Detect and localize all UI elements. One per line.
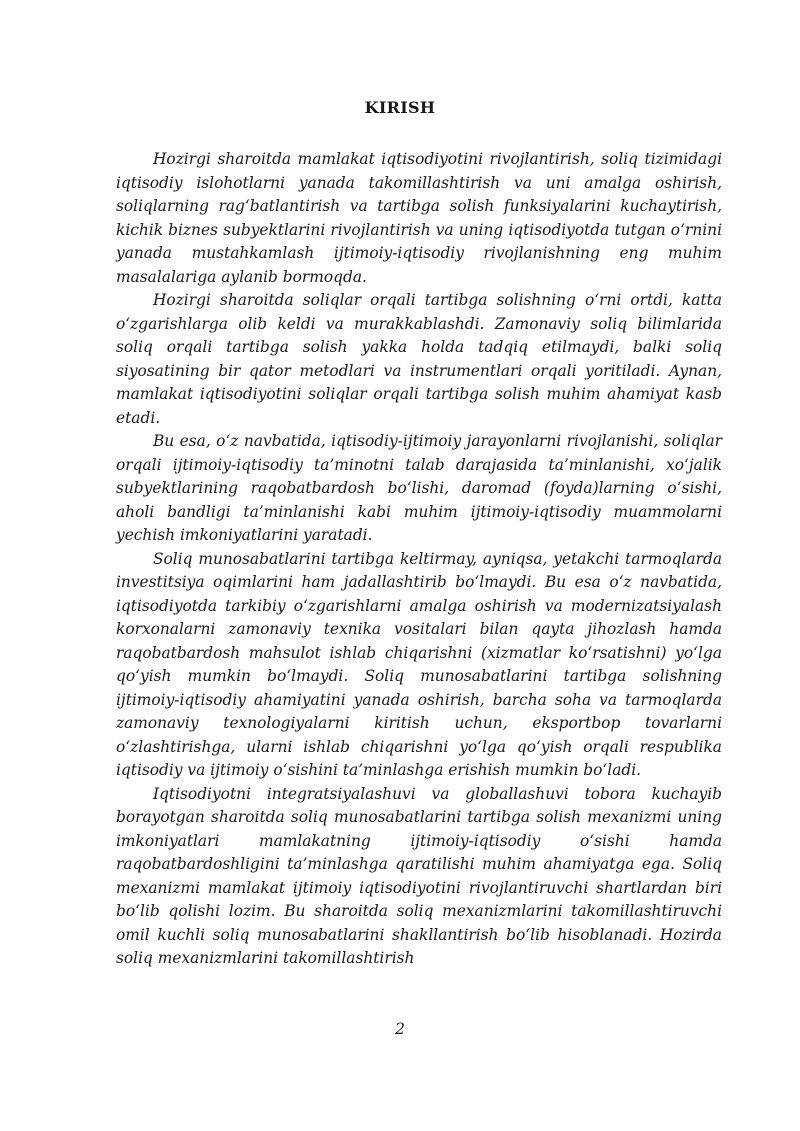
body-text [116,148,722,971]
page-number: 2 [395,1020,405,1038]
paragraph: Hozirgi sharoitda mamlakat iqtisodiyotini rivojlantirish, soliq tizimidagi iqtisodiy islohotlarni yanada takomillashtirish va uni amalga oshirish, soliqlarning rag‘batlantirish va tartibga solish funksiyalarini kuchaytirish, kichik biznes subyektlarini rivojlantirish va uning iqtisodiyotda tutgan o‘rnini yanada mustahkamlash ijtimoiy-iqtisodiy rivojlanishning eng muhim masalalariga aylanib bormoqda. [116,150,722,286]
paragraph: Bu esa, o‘z navbatida, iqtisodiy-ijtimoiy jarayonlarni rivojlanishi, soliqlar orqali ijtimoiy-iqtisodiy ta’minotni talab darajasida ta’minlanishi, xo‘jalik subyektlarining raqobatbardosh bo‘lishi, daromad (foyda)larning o‘sishi, aholi bandligi ta’minlanishi kabi muhim ijtimoiy-iqtisodiy muammolarni yechish imkoniyatlarini yaratadi. [116,432,722,544]
paragraph: Hozirgi sharoitda soliqlar orqali tartibga solishning o‘rni ortdi, katta o‘zgarishlarga olib keldi va murakkablashdi. Zamonaviy soliq bilimlarida soliq orqali tartibga solish yakka holda tadqiq etilmaydi, balki soliq siyosatining bir qator metodlari va instrumentlari orqali yoritiladi. Aynan, mamlakat iqtisodiyotini soliqlar orqali tartibga solish muhim ahamiyat kasb etadi. [116,291,722,427]
page-title: KIRISH [364,98,436,117]
paragraph: Iqtisodiyotni integratsiyalashuvi va globallashuvi tobora kuchayib borayotgan sharoitda soliq munosabatlarini tartibga solish mexanizmi uning imkoniyatlari mamlakatning ijtimoiy-iqtisodiy o‘sishi hamda raqobatbardoshligini ta’minlashga qaratilishi muhim ahamiyatga ega. Soliq mexanizmi mamlakat ijtimoiy iqtisodiyotini rivojlantiruvchi shartlardan biri bo‘lib qolishi lozim. Bu sharoitda soliq mexanizmlarini takomillashtiruvchi omil kuchli soliq munosabatlarini shakllantirish bo‘lib hisoblanadi. Hozirda soliq mexanizmlarini takomillashtirish [116,784,722,967]
paragraph: Soliq munosabatlarini tartibga keltirmay, ayniqsa, yetakchi tarmoqlarda investitsiya oqimlarini ham jadallashtirib bo‘lmaydi. Bu esa o‘z navbatida, iqtisodiyotda tarkibiy o‘zgarishlarni amalga oshirish va modernizatsiyalash korxonalarni zamonaviy texnika vositalari bilan qayta jihozlash hamda raqobatbardosh mahsulot ishlab chiqarishni (xizmatlar ko‘rsatishni) yo‘lga qo‘yish mumkin bo‘lmaydi. Soliq munosabatlarini tartibga solishning ijtimoiy-iqtisodiy ahamiyatini yanada oshirish, barcha soha va tarmoqlarda zamonaviy texnologiyalarni kiritish uchun, eksportbop tovarlarni o‘zlashtirishga, ularni ishlab chiqarishni yo‘lga qo‘yish orqali respublika iqtisodiy va ijtimoiy o‘sishini ta’minlashga erishish mumkin bo‘ladi. [116,549,722,779]
